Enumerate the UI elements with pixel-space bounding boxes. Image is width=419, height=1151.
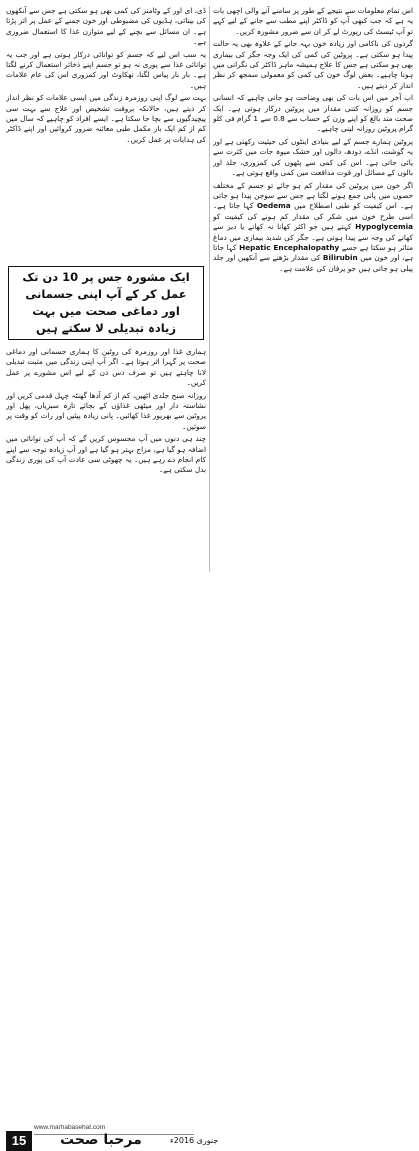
paragraph: ڈی، ای اور کے وٹامنز کی کمی بھی ہو سکتی ہے جس سے آنکھوں کی بینائی، ہڈیوں کی مضبوطی اور خون جمنے کے عمل پر اثر پڑتا ہے۔ ان مسائل سے بچنے کے لیے متوازن غذا کا استعمال ضروری ہے۔ <box>6 6 206 47</box>
magazine-logo: مرحبا صحت <box>60 1132 142 1148</box>
paragraph: چند ہی دنوں میں آپ محسوس کریں گے کہ آپ کی توانائی میں اضافہ ہو گیا ہے، مزاج بہتر ہو گیا ہے اور آپ زیادہ توجہ سے اپنے کام انجام دے رہے ہیں۔ یہ چھوٹی سی عادت آپ کی پوری زندگی بدل سکتی ہے۔ <box>6 434 206 475</box>
paragraph-with-terms <box>213 181 413 275</box>
issue-date: جنوری 2016ء <box>170 1136 219 1145</box>
paragraph: گردوں کی ناکامی اور زیادہ خون بہہ جانے کے علاوہ بھی یہ حالت پیدا ہو سکتی ہے۔ پروٹین کی کمی کی ایک وجہ جگر کی بیماری بھی ہو سکتی ہے جس کا علاج ہمیشہ ماہر ڈاکٹر کی نگرانی میں ہونا چاہیے۔ بعض لوگ خون کی کمی کو معمولی سمجھ کر نظر انداز کر دیتے ہیں۔ <box>213 39 413 90</box>
term-hepatic-encephalopathy: Hepatic Encephalopathy <box>239 242 340 252</box>
page-number: 15 <box>6 1131 32 1151</box>
website-link[interactable]: www.marhabasehat.com <box>34 1124 106 1131</box>
paragraph-text: کہتے ہیں جو اکثر کھانا نہ کھانے یا دیر سے کھانے کی وجہ سے پیدا ہوتی ہے۔ جگر کی شدید بیماری میں دماغ متاثر ہو سکتا ہے جسے <box>213 222 413 252</box>
term-bilirubin: Bilirubin <box>322 253 358 263</box>
paragraph: بہت سے لوگ اپنی روزمرہ زندگی میں ایسی علامات کو نظر انداز کر دیتے ہیں، حالانکہ بروقت تشخیص اور علاج سے بہت سی پیچیدگیوں سے بچا جا سکتا ہے۔ ایسے افراد کو چاہیے کہ سال میں کم از کم ایک بار مکمل طبی معائنہ ضرور کروائیں اور اپنے ڈاکٹر کی ہدایات پر عمل کریں۔ <box>6 93 206 144</box>
paragraph-text: کہا جاتا ہے، اور خون میں <box>213 242 413 263</box>
article-right-column <box>213 6 413 574</box>
article-left-column-bottom <box>6 347 206 552</box>
paragraph: ہماری غذا اور روزمرہ کی روٹین کا ہماری جسمانی اور دماغی صحت پر گہرا اثر ہوتا ہے۔ اگر آپ اپنی زندگی میں مثبت تبدیلی لانا چاہتے ہیں تو صرف دس دن کے لیے اس مشورے پر عمل کریں۔ <box>6 347 206 388</box>
paragraph: اب آخر میں اس بات کی بھی وضاحت ہو جانی چاہیے کہ انسانی جسم کو روزانہ کتنی مقدار میں پروٹین درکار ہوتی ہے۔ ایک صحت مند بالغ کو اپنے وزن کے حساب سے 0.8 سے 1 گرام فی کلو گرام پروٹین روزانہ لینی چاہیے۔ <box>213 93 413 134</box>
article-left-column-top <box>6 6 206 258</box>
callout-box <box>8 266 204 340</box>
paragraph-text: اگر خون میں پروٹین کی مقدار کم ہو جائے تو جسم کے مختلف حصوں میں پانی جمع ہونے لگتا ہے جس سے سوجن پیدا ہو جاتی ہے۔ اس کیفیت کو طبی اصطلاح میں <box>213 180 413 211</box>
paragraph: اس تمام معلومات سے نتیجے کے طور پر سامنے آنے والی اچھی بات یہ ہے کہ جب کبھی آپ کو ڈاکٹر اپنے مطب سے جانے کے لیے کہے تو آپ ٹیسٹ کی رپورٹ لے کر ان سے ضرور مشورہ کریں۔ <box>213 6 413 36</box>
term-hypoglycemia: Hypoglycemia <box>355 222 413 232</box>
column-divider <box>209 6 210 572</box>
term-oedema: Oedema <box>256 201 291 211</box>
page-footer <box>0 560 419 1148</box>
paragraph-text: کی مقدار بڑھنے سے آنکھیں اور جلد پیلی ہو جاتی ہیں جو یرقان کی علامت ہے۔ <box>213 253 413 273</box>
paragraph: روزانہ صبح جلدی اٹھیں، کم از کم آدھا گھنٹہ چہل قدمی کریں اور نشاستہ دار اور میٹھی غذاؤں کے بجائے تازہ سبزیاں، پھل اور پروٹین سے بھرپور غذا کھائیں۔ پانی زیادہ پیئیں اور رات کو وقت پر سوئیں۔ <box>6 390 206 431</box>
paragraph: پروٹین ہمارے جسم کے لیے بنیادی اینٹوں کی حیثیت رکھتی ہے اور یہ گوشت، انڈے، دودھ، دالوں اور خشک میوہ جات میں کثرت سے پائی جاتی ہے۔ اس کی کمی سے پٹھوں کی کمزوری، جلد اور بالوں کے مسائل اور قوت مدافعت میں کمی واقع ہوتی ہے۔ <box>213 136 413 178</box>
paragraph-text: کہا جاتا ہے۔ اسی طرح خون میں شکر کی مقدار کم ہونے کی کیفیت کو <box>213 201 413 221</box>
paragraph: یہ سب اس لیے کہ جسم کو توانائی درکار ہوتی ہے اور جب یہ توانائی غذا سے پوری نہ ہو تو جسم اپنے ذخائر استعمال کرنے لگتا ہے۔ بار بار پیاس لگنا، تھکاوٹ اور کمزوری اس کی عام علامات ہیں۔ <box>6 49 206 90</box>
callout-heading: ایک مشورہ جس پر 10 دن تک عمل کر کے آپ اپنی جسمانی اور دماغی صحت میں بہت زیادہ تبدیلی لا سکتے ہیں <box>22 270 190 335</box>
